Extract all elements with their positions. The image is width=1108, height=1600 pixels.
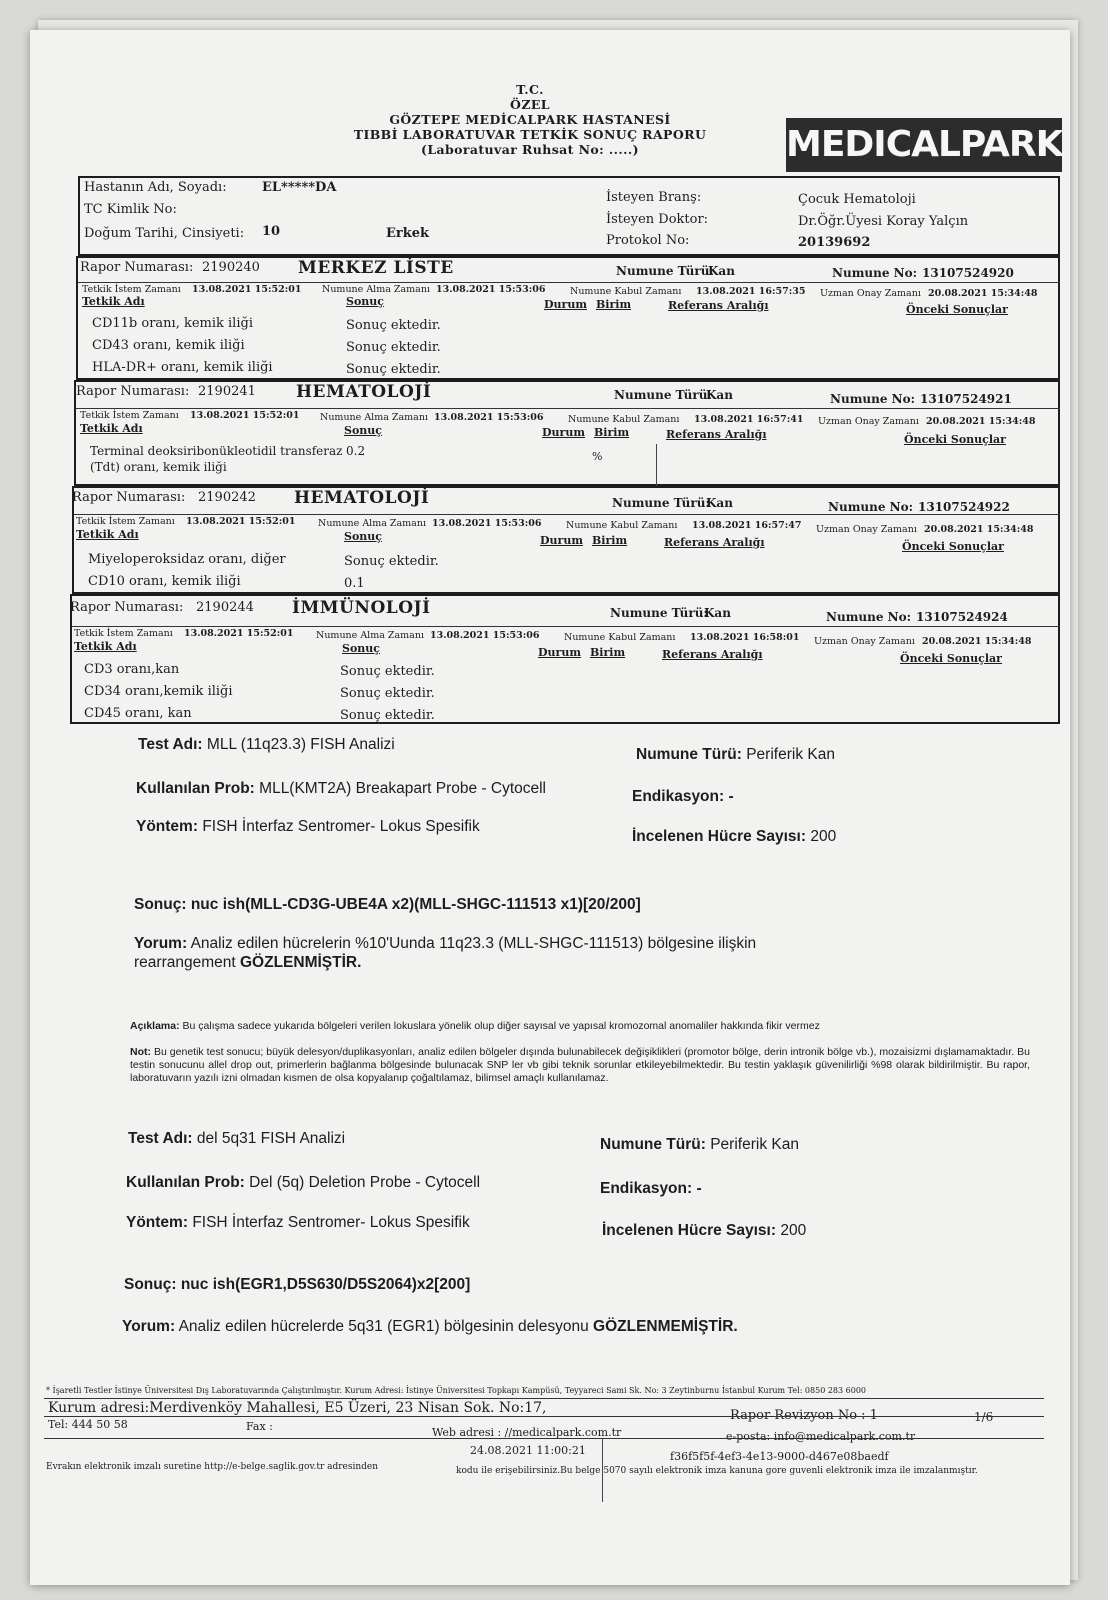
fish1-sample bbox=[636, 746, 835, 764]
sonuc-header: Sonuç bbox=[344, 424, 382, 437]
label: Numune Türü: bbox=[600, 1136, 706, 1153]
label: Yorum: bbox=[122, 1318, 176, 1335]
fish1-comment bbox=[134, 934, 756, 972]
footer-address: Kurum adresi:Merdivenköy Mahallesi, E5 Üzeri, 23 Nisan Sok. No:17, bbox=[48, 1400, 547, 1416]
footer-datetime: 24.08.2021 11:00:21 bbox=[470, 1444, 586, 1457]
birim-header: Birim bbox=[594, 426, 630, 439]
fish2-comment bbox=[122, 1318, 738, 1336]
fish2-cells bbox=[602, 1222, 806, 1240]
istem-label: Tetkik İstem Zamanı bbox=[74, 628, 173, 639]
numune-turu-label: Numune Türü: bbox=[614, 388, 712, 402]
numune-turu-value: Kan bbox=[706, 496, 733, 510]
value: - bbox=[696, 1180, 702, 1197]
protocol-label: Protokol No: bbox=[606, 233, 690, 248]
divider bbox=[44, 1438, 1044, 1439]
text: Bu çalışma sadece yukarıda bölgeleri verilen lokuslara yönelik olup diğer sayısal ve yapısal kromozomal anomaliler hakkında fikir vermez bbox=[182, 1020, 820, 1032]
onay-value: 20.08.2021 15:34:48 bbox=[924, 524, 1034, 535]
hospital-header bbox=[330, 82, 730, 157]
footer-page: 1/6 bbox=[974, 1410, 994, 1424]
footer-tel: Tel: 444 50 58 bbox=[48, 1418, 128, 1431]
tetkik-adi-header: Tetkik Adı bbox=[76, 528, 139, 541]
fish1-test bbox=[138, 736, 395, 754]
numune-turu-value: Kan bbox=[706, 388, 733, 402]
value: MLL (11q23.3) FISH Analizi bbox=[206, 736, 395, 753]
footer-web: Web adresi : //medicalpark.com.tr bbox=[432, 1426, 622, 1439]
test-name: CD45 oranı, kan bbox=[84, 706, 192, 721]
report-page bbox=[30, 30, 1070, 1585]
alma-label: Numune Alma Zamanı bbox=[316, 630, 425, 641]
alma-value: 13.08.2021 15:53:06 bbox=[430, 630, 540, 641]
kabul-label: Numune Kabul Zamanı bbox=[570, 286, 682, 297]
rapor-no-label: Rapor Numarası: bbox=[72, 490, 186, 505]
onay-value: 20.08.2021 15:34:48 bbox=[928, 288, 1038, 299]
label: Test Adı: bbox=[128, 1130, 193, 1147]
protocol-value: 20139692 bbox=[798, 235, 871, 250]
divider bbox=[44, 1398, 1044, 1399]
referans-header: Referans Aralığı bbox=[668, 299, 769, 312]
divider bbox=[74, 514, 1060, 515]
istem-label: Tetkik İstem Zamanı bbox=[82, 284, 181, 295]
istem-value: 13.08.2021 15:52:01 bbox=[192, 284, 302, 295]
footer-hash: f36f5f5f-4ef3-4e13-9000-d467e08baedf bbox=[670, 1450, 889, 1463]
numune-no-label: Numune No: bbox=[826, 610, 912, 624]
column-line bbox=[602, 1438, 603, 1502]
branch-value: Çocuk Hematoloji bbox=[798, 192, 916, 207]
fish1-indication bbox=[632, 788, 734, 806]
medicalpark-logo: MEDICALPARK bbox=[786, 118, 1062, 172]
value: MLL(KMT2A) Breakapart Probe - Cytocell bbox=[259, 780, 547, 797]
kabul-value: 13.08.2021 16:57:47 bbox=[692, 520, 802, 531]
branch-label: İsteyen Branş: bbox=[606, 190, 702, 205]
divider bbox=[72, 626, 1060, 627]
rapor-no-label: Rapor Numarası: bbox=[76, 384, 190, 399]
comment-text: Analiz edilen hücrelerin %10'Uunda 11q23.3 (MLL-SHGC-111513) bölgesine ilişkin bbox=[190, 935, 757, 952]
durum-header: Durum bbox=[538, 646, 581, 659]
onay-value: 20.08.2021 15:34:48 bbox=[926, 416, 1036, 427]
onceki-header: Önceki Sonuçlar bbox=[900, 652, 1002, 665]
department-title: İMMÜNOLOJİ bbox=[292, 598, 431, 618]
referans-header: Referans Aralığı bbox=[664, 536, 765, 549]
numune-turu-label: Numune Türü: bbox=[612, 496, 710, 510]
durum-header: Durum bbox=[544, 298, 587, 311]
birim-header: Birim bbox=[592, 534, 628, 547]
label: Numune Türü: bbox=[636, 746, 742, 763]
alma-label: Numune Alma Zamanı bbox=[318, 518, 427, 529]
onay-value: 20.08.2021 15:34:48 bbox=[922, 636, 1032, 647]
kabul-value: 13.08.2021 16:57:35 bbox=[696, 286, 806, 297]
numune-no-value: 13107524921 bbox=[920, 392, 1012, 406]
istem-label: Tetkik İstem Zamanı bbox=[80, 410, 179, 421]
label: Endikasyon: bbox=[632, 788, 725, 805]
tetkik-adi-header: Tetkik Adı bbox=[80, 422, 143, 435]
header-line: T.C. bbox=[516, 82, 544, 97]
doctor-label: İsteyen Doktor: bbox=[606, 212, 709, 227]
birim-header: Birim bbox=[590, 646, 626, 659]
onay-label: Uzman Onay Zamanı bbox=[816, 524, 917, 535]
value: Del (5q) Deletion Probe - Cytocell bbox=[249, 1174, 481, 1191]
test-name: CD34 oranı,kemik iliği bbox=[84, 684, 233, 699]
test-result: 0.2 bbox=[346, 444, 366, 458]
test-name: (Tdt) oranı, kemik iliği bbox=[90, 460, 227, 474]
rapor-no-value: 2190241 bbox=[198, 384, 256, 399]
divider bbox=[44, 1416, 1044, 1417]
label: Endikasyon: bbox=[600, 1180, 693, 1197]
rapor-no-label: Rapor Numarası: bbox=[80, 260, 194, 275]
doctor-value: Dr.Öğr.Üyesi Koray Yalçın bbox=[798, 214, 969, 229]
test-unit: % bbox=[592, 450, 603, 463]
column-line bbox=[656, 444, 657, 486]
text: Bu genetik test sonucu; büyük delesyon/duplikasyonları, analiz edilen bölgeler dışında bulunabilecek değişiklikleri (promotor bölge, derin intronik bölge vb.), mozaisizmi dışlamamaktadır. Bu testin sonucunu allel drop out, primerlerin bağlanma bölgesinde bulunacak SNP ler vb gibi teknik sorunlar etkileyebilmektedir. Bu testin yaklaşık güvenilirliği %98 olarak bildirilmiştir. Bu rapor, laboratuvarın yazılı izni olmadan kısmen de olsa kopyalanıp çoğaltılamaz, bilimsel amaçlı kullanılamaz. bbox=[130, 1046, 1031, 1084]
label: Test Adı: bbox=[138, 736, 203, 753]
kabul-value: 13.08.2021 16:57:41 bbox=[694, 414, 804, 425]
footnote: * İşaretli Testler İstinye Üniversitesi Dış Laboratuvarında Çalıştırılmıştır. Kurum Adresi: İstinye Üniversitesi Topkapı Kampüsü, Teyyareci Sami Sk. No: 3 Zeytinburnu İstanbul Kurum Tel: 0850 283 6000 bbox=[46, 1386, 866, 1395]
alma-value: 13.08.2021 15:53:06 bbox=[434, 412, 544, 423]
test-name: CD3 oranı,kan bbox=[84, 662, 180, 677]
numune-no-label: Numune No: bbox=[828, 500, 914, 514]
fish1-probe bbox=[136, 780, 546, 798]
footer-fax: Fax : bbox=[246, 1420, 273, 1433]
onceki-header: Önceki Sonuçlar bbox=[902, 540, 1004, 553]
numune-no-value: 13107524920 bbox=[922, 266, 1014, 280]
footer-esign-mid: kodu ile erişebilirsiniz.Bu belge 5070 sayılı elektronik imza kanuna gore guvenli elektronik imza ile imzalanmıştır. bbox=[456, 1466, 978, 1476]
test-result: 0.1 bbox=[344, 576, 365, 591]
numune-turu-label: Numune Türü: bbox=[610, 606, 708, 620]
label: Kullanılan Prob: bbox=[126, 1174, 245, 1191]
genetic-note bbox=[130, 1046, 1030, 1085]
header-line: ÖZEL bbox=[510, 97, 550, 112]
istem-value: 13.08.2021 15:52:01 bbox=[184, 628, 294, 639]
tetkik-adi-header: Tetkik Adı bbox=[74, 640, 137, 653]
test-name: CD11b oranı, kemik iliği bbox=[92, 316, 253, 331]
label: Not: bbox=[130, 1046, 151, 1058]
referans-header: Referans Aralığı bbox=[666, 428, 767, 441]
fish1-result: Sonuç: nuc ish(MLL-CD3G-UBE4A x2)(MLL-SHGC-111513 x1)[20/200] bbox=[134, 896, 641, 913]
patient-name-value: EL*****DA bbox=[262, 180, 337, 195]
test-result: Sonuç ektedir. bbox=[344, 554, 439, 569]
department-title: MERKEZ LİSTE bbox=[298, 258, 454, 278]
comment-conclusion: GÖZLENMEMİŞTİR. bbox=[593, 1318, 738, 1335]
istem-value: 13.08.2021 15:52:01 bbox=[186, 516, 296, 527]
dob-label: Doğum Tarihi, Cinsiyeti: bbox=[84, 226, 245, 241]
gender-value: Erkek bbox=[386, 226, 430, 241]
rapor-no-value: 2190242 bbox=[198, 490, 256, 505]
kabul-label: Numune Kabul Zamanı bbox=[568, 414, 680, 425]
kabul-label: Numune Kabul Zamanı bbox=[566, 520, 678, 531]
test-result: Sonuç ektedir. bbox=[346, 318, 441, 333]
fish2-indication bbox=[600, 1180, 702, 1198]
kabul-value: 13.08.2021 16:58:01 bbox=[690, 632, 800, 643]
footer-email: e-posta: info@medicalpark.com.tr bbox=[726, 1430, 916, 1443]
tetkik-adi-header: Tetkik Adı bbox=[82, 295, 145, 308]
rapor-no-value: 2190240 bbox=[202, 260, 260, 275]
durum-header: Durum bbox=[542, 426, 585, 439]
test-result: Sonuç ektedir. bbox=[346, 340, 441, 355]
patient-name-label: Hastanın Adı, Soyadı: bbox=[84, 180, 227, 195]
department-title: HEMATOLOJİ bbox=[294, 488, 430, 508]
label: Yöntem: bbox=[136, 818, 198, 835]
alma-label: Numune Alma Zamanı bbox=[320, 412, 429, 423]
onay-label: Uzman Onay Zamanı bbox=[814, 636, 915, 647]
divider bbox=[76, 408, 1060, 409]
comment-conclusion: GÖZLENMİŞTİR. bbox=[239, 954, 362, 971]
rapor-no-label: Rapor Numarası: bbox=[70, 600, 184, 615]
test-result: Sonuç ektedir. bbox=[340, 664, 435, 679]
onceki-header: Önceki Sonuçlar bbox=[904, 433, 1006, 446]
numune-turu-label: Numune Türü: bbox=[616, 264, 714, 278]
value: 200 bbox=[780, 1222, 807, 1239]
fish2-result: Sonuç: nuc ish(EGR1,D5S630/D5S2064)x2[200] bbox=[124, 1276, 471, 1293]
test-name: CD10 oranı, kemik iliği bbox=[88, 574, 241, 589]
header-line: TIBBİ LABORATUVAR TETKİK SONUÇ RAPORU bbox=[353, 127, 707, 142]
onay-label: Uzman Onay Zamanı bbox=[818, 416, 919, 427]
age-value: 10 bbox=[262, 224, 281, 239]
comment-text: Analiz edilen hücrelerde 5q31 (EGR1) bölgesinin delesyonu bbox=[178, 1318, 589, 1335]
test-result: Sonuç ektedir. bbox=[340, 686, 435, 701]
numune-no-value: 13107524922 bbox=[918, 500, 1010, 514]
footer-esign-left: Evrakın elektronik imzalı suretine http://e-belge.saglik.gov.tr adresinden bbox=[46, 1462, 379, 1472]
fish1-cells bbox=[632, 828, 836, 846]
istem-label: Tetkik İstem Zamanı bbox=[76, 516, 175, 527]
fish2-method bbox=[126, 1214, 470, 1232]
label: İncelenen Hücre Sayısı: bbox=[632, 828, 807, 845]
birim-header: Birim bbox=[596, 298, 632, 311]
referans-header: Referans Aralığı bbox=[662, 648, 763, 661]
numune-no-label: Numune No: bbox=[832, 266, 918, 280]
label: Açıklama: bbox=[130, 1020, 180, 1032]
value: Periferik Kan bbox=[746, 746, 835, 763]
kabul-label: Numune Kabul Zamanı bbox=[564, 632, 676, 643]
label: İncelenen Hücre Sayısı: bbox=[602, 1222, 777, 1239]
department-title: HEMATOLOJİ bbox=[296, 382, 432, 402]
label: Kullanılan Prob: bbox=[136, 780, 255, 797]
header-line: (Laboratuvar Ruhsat No: .....) bbox=[421, 142, 639, 157]
fish1-method bbox=[136, 818, 480, 836]
value: Periferik Kan bbox=[710, 1136, 799, 1153]
sonuc-header: Sonuç bbox=[344, 530, 382, 543]
numune-turu-value: Kan bbox=[704, 606, 731, 620]
fish2-sample bbox=[600, 1136, 799, 1154]
sonuc-header: Sonuç bbox=[342, 642, 380, 655]
fish2-probe bbox=[126, 1174, 480, 1192]
value: - bbox=[728, 788, 734, 805]
sonuc-header: Sonuç bbox=[346, 295, 384, 308]
durum-header: Durum bbox=[540, 534, 583, 547]
aciklama-note bbox=[130, 1020, 1030, 1033]
onay-label: Uzman Onay Zamanı bbox=[820, 288, 921, 299]
numune-no-label: Numune No: bbox=[830, 392, 916, 406]
label: Yorum: bbox=[134, 935, 188, 952]
alma-value: 13.08.2021 15:53:06 bbox=[432, 518, 542, 529]
tc-label: TC Kimlik No: bbox=[84, 202, 177, 217]
test-result: Sonuç ektedir. bbox=[346, 362, 441, 377]
value: del 5q31 FISH Analizi bbox=[196, 1130, 346, 1147]
label: Yöntem: bbox=[126, 1214, 188, 1231]
test-result: Sonuç ektedir. bbox=[340, 708, 435, 723]
numune-no-value: 13107524924 bbox=[916, 610, 1008, 624]
rapor-no-value: 2190244 bbox=[196, 600, 254, 615]
fish2-test bbox=[128, 1130, 345, 1148]
footer-revision: Rapor Revizyon No : 1 bbox=[730, 1408, 878, 1423]
alma-value: 13.08.2021 15:53:06 bbox=[436, 284, 546, 295]
istem-value: 13.08.2021 15:52:01 bbox=[190, 410, 300, 421]
value: FISH İnterfaz Sentromer- Lokus Spesifik bbox=[192, 1214, 470, 1231]
alma-label: Numune Alma Zamanı bbox=[322, 284, 431, 295]
test-name: CD43 oranı, kemik iliği bbox=[92, 338, 245, 353]
value: FISH İnterfaz Sentromer- Lokus Spesifik bbox=[202, 818, 480, 835]
divider bbox=[78, 282, 1060, 283]
test-name: Terminal deoksiribonükleotidil transferaz bbox=[90, 444, 343, 458]
value: 200 bbox=[810, 828, 837, 845]
comment-text: rearrangement bbox=[134, 954, 236, 971]
test-name: HLA-DR+ oranı, kemik iliği bbox=[92, 360, 273, 375]
numune-turu-value: Kan bbox=[708, 264, 735, 278]
onceki-header: Önceki Sonuçlar bbox=[906, 303, 1008, 316]
header-line: GÖZTEPE MEDİCALPARK HASTANESİ bbox=[389, 112, 671, 127]
test-name: Miyeloperoksidaz oranı, diğer bbox=[88, 552, 286, 567]
